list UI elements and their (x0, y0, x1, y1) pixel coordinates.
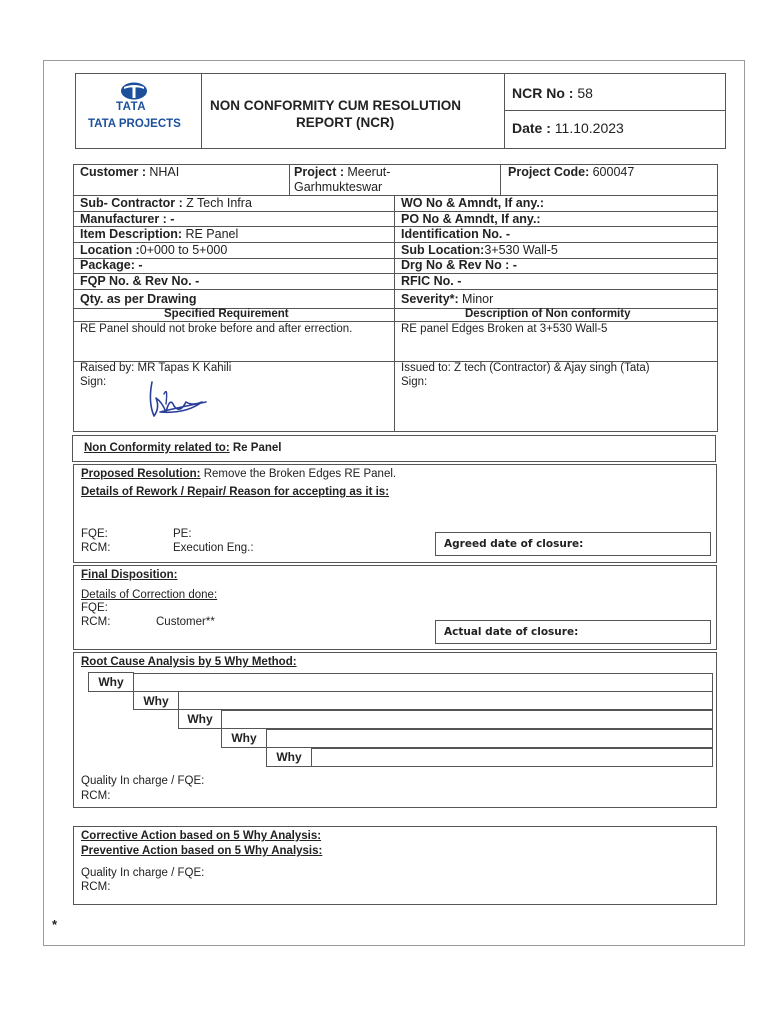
project-code-label: Project Code: (508, 165, 590, 179)
identification-field: Identification No. - (401, 227, 511, 241)
grid-line (73, 289, 718, 290)
report-title-line2: REPORT (NCR) (296, 115, 395, 130)
qty-field: Qty. as per Drawing (80, 292, 197, 306)
severity-field (401, 292, 493, 306)
specified-requirement-header: Specified Requirement (164, 308, 289, 320)
grid-line (289, 164, 290, 195)
why-4-label: Why (221, 728, 267, 748)
why-5-label: Why (266, 747, 312, 767)
final-customer: Customer** (156, 616, 215, 628)
sublocation-field (401, 243, 558, 257)
nc-related-label: Non Conformity related to: (84, 442, 230, 454)
why-5-field[interactable] (311, 748, 713, 767)
why-3-field[interactable] (221, 710, 713, 729)
root-cause-label: Root Cause Analysis by 5 Why Method: (81, 656, 297, 668)
location-label: Location : (80, 243, 140, 257)
tata-logo-icon (119, 81, 149, 101)
why-2-label: Why (133, 691, 179, 710)
why-4-field[interactable] (266, 729, 713, 748)
actions-rcm: RCM: (81, 881, 111, 893)
ncr-value: 58 (577, 85, 593, 101)
correction-details-label: Details of Correction done: (81, 589, 218, 601)
ncr-label: NCR No : (512, 85, 574, 101)
proposed-resolution-value: Remove the Broken Edges RE Panel. (203, 468, 397, 480)
project-value-line1: Meerut- (347, 165, 391, 179)
grid-line (73, 321, 718, 322)
subcontractor-field (80, 196, 252, 210)
root-cause-rcm: RCM: (81, 790, 111, 802)
signature-image (146, 372, 210, 424)
project-label: Project : (294, 165, 345, 179)
drg-field: Drg No & Rev No : - (401, 258, 517, 272)
proposed-resolution-label: Proposed Resolution: (81, 468, 201, 480)
corrective-action-label: Corrective Action based on 5 Why Analysis: (81, 830, 322, 842)
customer-label: Customer : (80, 165, 146, 179)
subcontractor-label: Sub- Contractor : (80, 196, 183, 210)
why-3-label: Why (178, 709, 222, 729)
project-field (294, 165, 390, 179)
report-title-line1: NON CONFORMITY CUM RESOLUTION (210, 98, 461, 113)
customer-field (80, 165, 179, 179)
location-field (80, 243, 227, 257)
resolution-pe: PE: (173, 528, 192, 540)
proposed-resolution (81, 468, 396, 480)
sublocation-value: 3+530 Wall-5 (484, 243, 558, 257)
agreed-date-field[interactable]: Agreed date of closure: (435, 532, 711, 556)
item-description-value: RE Panel (185, 227, 239, 241)
logo-company-text: TATA PROJECTS (88, 118, 181, 130)
po-field: PO No & Amndt, If any.: (401, 212, 541, 226)
actions-quality-incharge: Quality In charge / FQE: (81, 867, 205, 879)
why-2-field[interactable] (178, 691, 713, 710)
raised-by: Raised by: MR Tapas K Kahili (80, 362, 232, 374)
wo-field: WO No & Amndt, If any.: (401, 196, 545, 210)
description-nc-text: RE panel Edges Broken at 3+530 Wall-5 (401, 323, 608, 335)
date-value: 11.10.2023 (554, 120, 624, 136)
severity-value: Minor (462, 292, 494, 306)
why-1-field[interactable] (133, 673, 713, 692)
project-code-field (508, 165, 634, 179)
issued-to: Issued to: Z tech (Contractor) & Ajay singh (Tata) (401, 362, 650, 374)
fqp-field: FQP No. & Rev No. - (80, 274, 200, 288)
report-date (512, 120, 624, 136)
severity-label: Severity*: (401, 292, 459, 306)
location-value: 0+000 to 5+000 (139, 243, 228, 257)
customer-value: NHAI (149, 165, 180, 179)
item-description-label: Item Description: (80, 227, 183, 241)
actual-date-field[interactable]: Actual date of closure: (435, 620, 711, 644)
specified-requirement-text: RE Panel should not broke before and after errection. (80, 323, 353, 335)
grid-line (73, 258, 718, 259)
footer-asterisk: * (52, 917, 58, 932)
resolution-rcm: RCM: (81, 542, 111, 554)
rfic-field: RFIC No. - (401, 274, 462, 288)
resolution-fqe: FQE: (81, 528, 108, 540)
why-1-label: Why (88, 672, 134, 692)
root-cause-quality-incharge: Quality In charge / FQE: (81, 775, 205, 787)
grid-line (394, 195, 395, 432)
package-field: Package: - (80, 258, 143, 272)
nc-related-field (84, 442, 281, 454)
final-fqe: FQE: (81, 602, 108, 614)
item-description-field (80, 227, 238, 241)
subcontractor-value: Z Tech Infra (186, 196, 252, 210)
grid-line (500, 164, 501, 195)
resolution-execution-eng: Execution Eng.: (173, 542, 254, 554)
final-rcm: RCM: (81, 616, 111, 628)
issued-sign: Sign: (401, 376, 428, 388)
project-code-value: 600047 (592, 165, 635, 179)
preventive-action-label: Preventive Action based on 5 Why Analysis: (81, 845, 323, 857)
raised-sign: Sign: (80, 376, 107, 388)
project-value-line2: Garhmukteswar (294, 180, 383, 194)
logo-brand-text: TATA (116, 101, 147, 113)
ncr-number (512, 85, 593, 101)
rework-details-label: Details of Rework / Repair/ Reason for accepting as it is: (81, 486, 390, 498)
final-disposition-label: Final Disposition: (81, 569, 178, 581)
nc-related-value: Re Panel (232, 442, 282, 454)
manufacturer-field: Manufacturer : - (80, 212, 175, 226)
date-label: Date : (512, 120, 551, 136)
description-nc-header: Description of Non conformity (465, 308, 631, 320)
sublocation-label: Sub Location: (401, 243, 485, 257)
